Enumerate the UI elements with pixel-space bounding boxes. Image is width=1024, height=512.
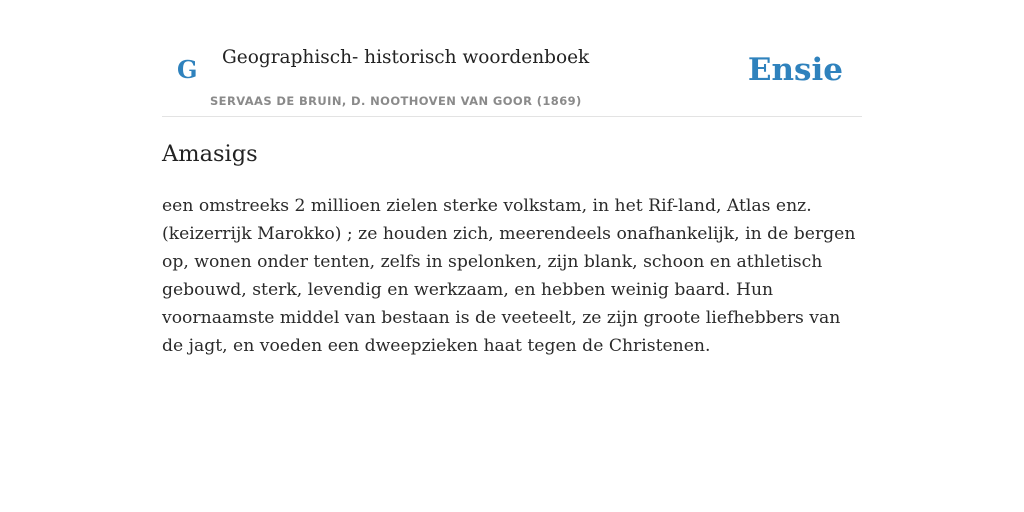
entry-body: een omstreeks 2 millioen zielen sterke volkstam, in het Rif-land, Atlas enz. (keizerrijk Marokko) ; ze houden zich, meerendeels onafhankelijk, in de bergen op, wonen onder tenten, zelfs in spelonken, zijn blank, schoon en athletisch gebouwd, sterk, levendig en werkzaam, en hebben weinig baard. Hun voornaamste middel van bestaan is de veeteelt, ze zijn groote liefhebbers van de jagt, en voeden een dweepzieken haat tegen de Christenen. [162, 196, 856, 356]
book-authors: SERVAAS DE BRUIN, D. NOOTHOVEN VAN GOOR (1869) [210, 94, 582, 108]
ensie-logo[interactable]: Ensie [747, 52, 843, 88]
entry-title: Amasigs [162, 141, 258, 167]
book-header [162, 0, 862, 117]
letter-badge[interactable]: G [177, 55, 198, 84]
book-title[interactable]: Geographisch- historisch woordenboek [222, 47, 590, 68]
